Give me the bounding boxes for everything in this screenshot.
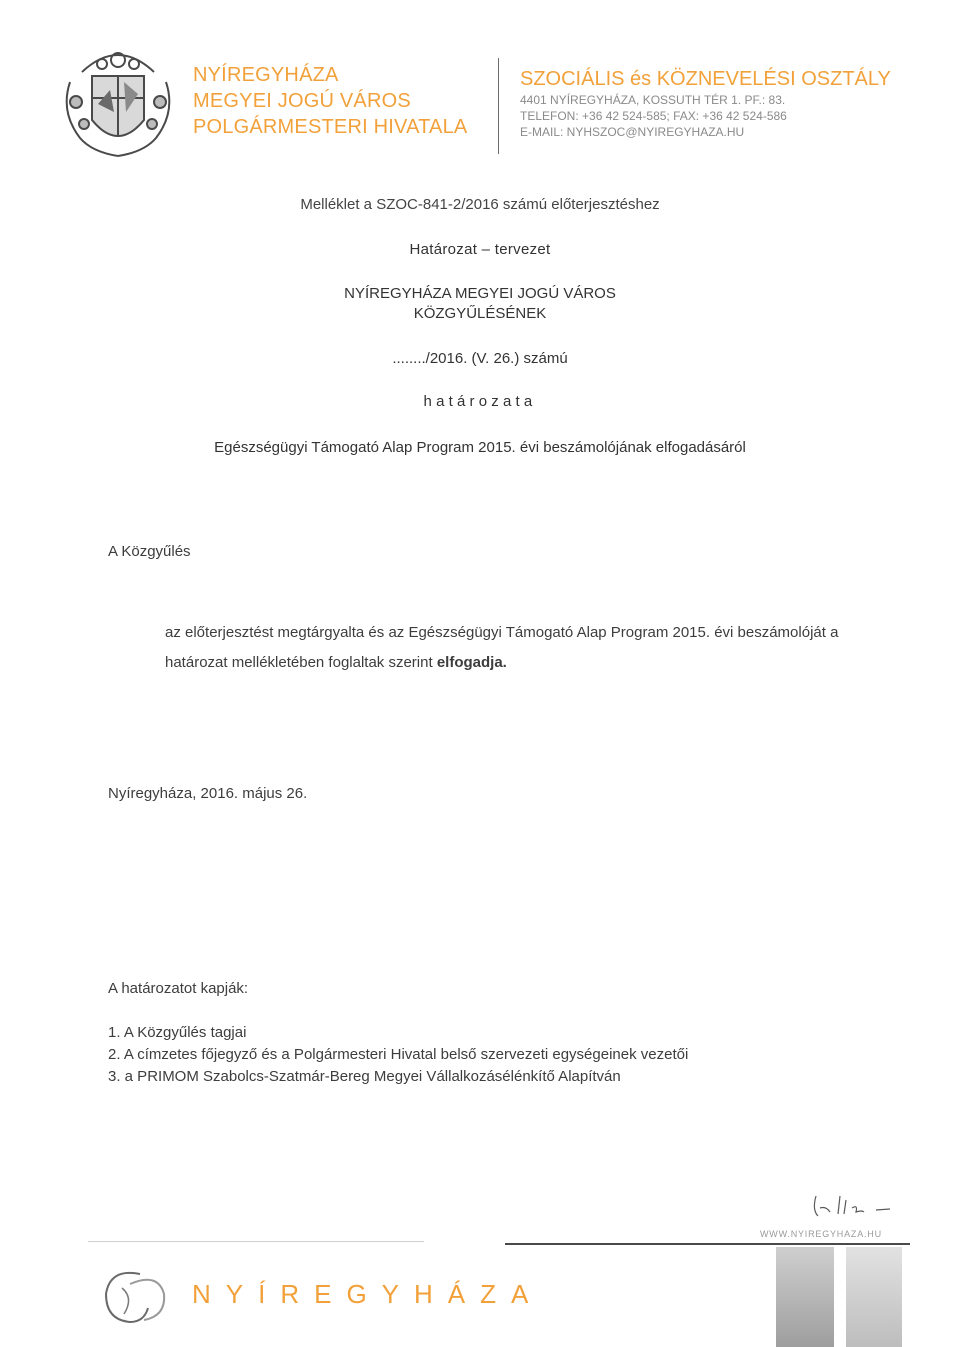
annex-line: Melléklet a SZOC-841-2/2016 számú előterjesztéshez [300, 196, 660, 213]
resolution-number: ......../2016. (V. 26.) számú [392, 350, 568, 367]
footer-rule-right [505, 1243, 910, 1245]
body-line-2 [165, 654, 507, 671]
handwritten-signature [810, 1190, 900, 1220]
body-line-2-bold: elfogadja. [436, 654, 507, 671]
body-line-1: az előterjesztést megtárgyalta és az Egészségügyi Támogató Alap Program 2015. évi beszámolóját a [165, 624, 839, 641]
recipients-title: A határozatot kapják: [108, 980, 249, 997]
council-line-2: KÖZGYŰLÉSÉNEK [413, 305, 547, 322]
city-name-line-3: POLGÁRMESTERI HIVATALA [193, 116, 468, 138]
footer-rule-left [88, 1241, 424, 1242]
header-divider [498, 58, 499, 154]
assembly-label: A Közgyűlés [108, 543, 191, 560]
city-name-line-2: MEGYEI JOGÚ VÁROS [193, 90, 411, 112]
dateline: Nyíregyháza, 2016. május 26. [108, 785, 308, 802]
resolution-word: határozata [423, 393, 537, 410]
department-email: E-MAIL: NYHSZOC@NYIREGYHAZA.HU [520, 125, 745, 139]
recipient-item: 1. A Közgyűlés tagjai [108, 1024, 247, 1041]
footer-decor-bar [846, 1247, 902, 1347]
city-office-name [193, 62, 493, 140]
recipient-item: 2. A címzetes főjegyző és a Polgármesteri Hivatal belső szervezeti egységeinek vezetői [108, 1046, 689, 1063]
draft-label: Határozat – tervezet [409, 241, 551, 258]
resolution-subject: Egészségügyi Támogató Alap Program 2015. évi beszámolójának elfogadásáról [214, 439, 746, 456]
council-line-1: NYÍREGYHÁZA MEGYEI JOGÚ VÁROS [344, 285, 616, 302]
department-phone: TELEFON: +36 42 524-585; FAX: +36 42 524-586 [520, 109, 787, 123]
body-line-2-text: határozat mellékletében foglaltak szerint [165, 654, 437, 671]
city-coat-of-arms-icon [62, 42, 174, 160]
city-name-line-1: NYÍREGYHÁZA [193, 64, 339, 86]
footer-decor-bar [776, 1247, 834, 1347]
department-info [520, 66, 920, 140]
department-title: SZOCIÁLIS és KÖZNEVELÉSI OSZTÁLY [520, 68, 891, 90]
recipient-item: 3. a PRIMOM Szabolcs-Szatmár-Bereg Megyei Vállalkozásélénkítő Alapítván [108, 1068, 621, 1085]
department-address: 4401 NYÍREGYHÁZA, KOSSUTH TÉR 1. PF.: 83. [520, 93, 786, 107]
footer-city-name: NYÍREGYHÁZA [192, 1279, 544, 1309]
footer-website: WWW.NYIREGYHAZA.HU [760, 1229, 882, 1239]
city-logo-icon [100, 1264, 170, 1326]
